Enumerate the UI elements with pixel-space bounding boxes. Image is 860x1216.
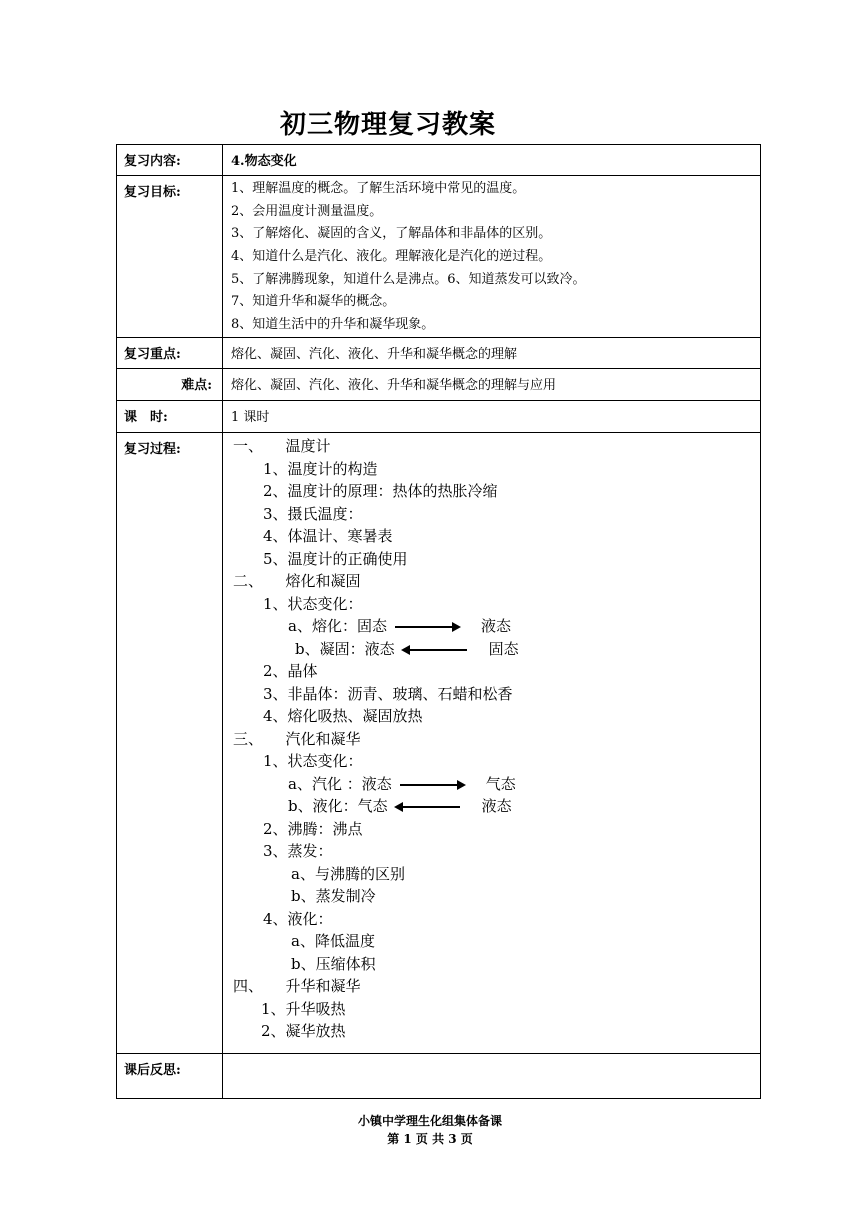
state-change-left: a、汽化 ：液态: [288, 774, 392, 793]
row-reflection: [117, 1054, 761, 1099]
state-change-vaporizing: [231, 773, 760, 796]
goal-item: 2、会用温度计测量温度。: [231, 203, 383, 219]
left-arrow-icon: [396, 806, 460, 808]
row-difficulty: [117, 369, 761, 401]
outline-subitem: a、与沸腾的区别: [291, 864, 405, 883]
outline-item: 1、状态变化：: [263, 594, 363, 613]
footer-page-number: 第 1 页 共 3 页: [387, 1132, 473, 1146]
label-goals: 复习目标:: [117, 176, 223, 338]
outline-item: 4、熔化吸热、凝固放热: [263, 707, 423, 725]
section-heading: 二、 熔化和凝固: [233, 572, 361, 590]
state-change-solidifying: [231, 638, 760, 661]
value-difficulty: 熔化、凝固、汽化、液化、升华和凝华概念的理解与应用: [223, 369, 761, 401]
state-change-melting: [231, 615, 760, 638]
state-change-liquefying: [231, 795, 760, 818]
goal-item: 8、知道生活中的升华和凝华现象。: [231, 317, 435, 333]
goal-item: 4、知道什么是汽化、液化。理解液化是汽化的逆过程。: [231, 249, 552, 265]
outline-subitem: a、降低温度: [291, 932, 375, 950]
outline-item: 2、晶体: [263, 662, 318, 680]
outline-item: 3、非晶体：沥青、玻璃、石蜡和松香: [263, 684, 513, 703]
outline-item: 3、摄氏温度：: [263, 504, 363, 523]
lesson-plan-table: [116, 144, 761, 1099]
page-title: 初三物理复习教案: [280, 110, 497, 140]
row-focus: [117, 338, 761, 369]
state-change-right: 固态: [488, 639, 519, 658]
outline-subitem: b、压缩体积: [291, 954, 376, 973]
label-reflection: 课后反思:: [117, 1054, 223, 1099]
value-focus: 熔化、凝固、汽化、液化、升华和凝华概念的理解: [223, 338, 761, 369]
section-heading: 三、 汽化和凝华: [233, 729, 361, 748]
row-hours: [117, 401, 761, 433]
outline-item: 2、温度计的原理：热体的热胀冷缩: [263, 482, 498, 500]
outline-item: 1、温度计的构造: [263, 459, 378, 478]
outline-item: 2、凝华放热: [261, 1022, 346, 1040]
right-arrow-icon: [400, 784, 464, 786]
row-goals: [117, 176, 761, 338]
goal-item: 5、了解沸腾现象，知道什么是沸点。6、知道蒸发可以致冷。: [231, 271, 586, 287]
label-process: 复习过程:: [117, 433, 223, 1054]
process-outline: [223, 433, 761, 1054]
value-reflection: [223, 1054, 761, 1099]
footer-school: 小镇中学理生化组集体备课: [357, 1114, 502, 1128]
outline-item: 4、液化：: [263, 909, 333, 928]
state-change-left: b、凝固：液态: [295, 639, 395, 658]
outline-item: 4、体温计、寒暑表: [263, 527, 393, 545]
right-arrow-icon: [395, 626, 459, 628]
section-heading: 四、 升华和凝华: [233, 977, 361, 995]
state-change-right: 液态: [481, 797, 512, 815]
row-content: [117, 145, 761, 176]
section-heading: 一、 温度计: [233, 437, 331, 455]
label-difficulty: 难点:: [117, 369, 223, 401]
goal-item: 7、知道升华和凝华的概念。: [231, 294, 396, 310]
goal-item: 3、了解熔化、凝固的含义，了解晶体和非晶体的区别。: [231, 226, 552, 242]
outline-item: 3、蒸发：: [263, 842, 333, 860]
outline-item: 1、升华吸热: [261, 999, 346, 1018]
label-hours: 课 时:: [117, 401, 223, 433]
row-process: [117, 433, 761, 1054]
outline-item: 2、沸腾：沸点: [263, 819, 363, 838]
outline-item: 1、状态变化：: [263, 752, 363, 770]
goal-item: 1、理解温度的概念。了解生活环境中常见的温度。: [231, 181, 526, 196]
state-change-left: a、熔化：固态: [288, 617, 387, 635]
outline-item: 5、温度计的正确使用: [263, 549, 408, 568]
outline-subitem: b、蒸发制冷: [291, 887, 376, 905]
label-focus: 复习重点:: [117, 338, 223, 369]
label-content: 复习内容:: [117, 145, 223, 176]
state-change-right: 液态: [480, 617, 511, 635]
state-change-left: b、液化：气态: [288, 797, 388, 815]
value-hours: 1 课时: [223, 401, 761, 433]
state-change-right: 气态: [485, 774, 516, 793]
goals-list: [223, 176, 761, 338]
left-arrow-icon: [403, 649, 467, 651]
value-content: 4.物态变化: [223, 145, 761, 176]
